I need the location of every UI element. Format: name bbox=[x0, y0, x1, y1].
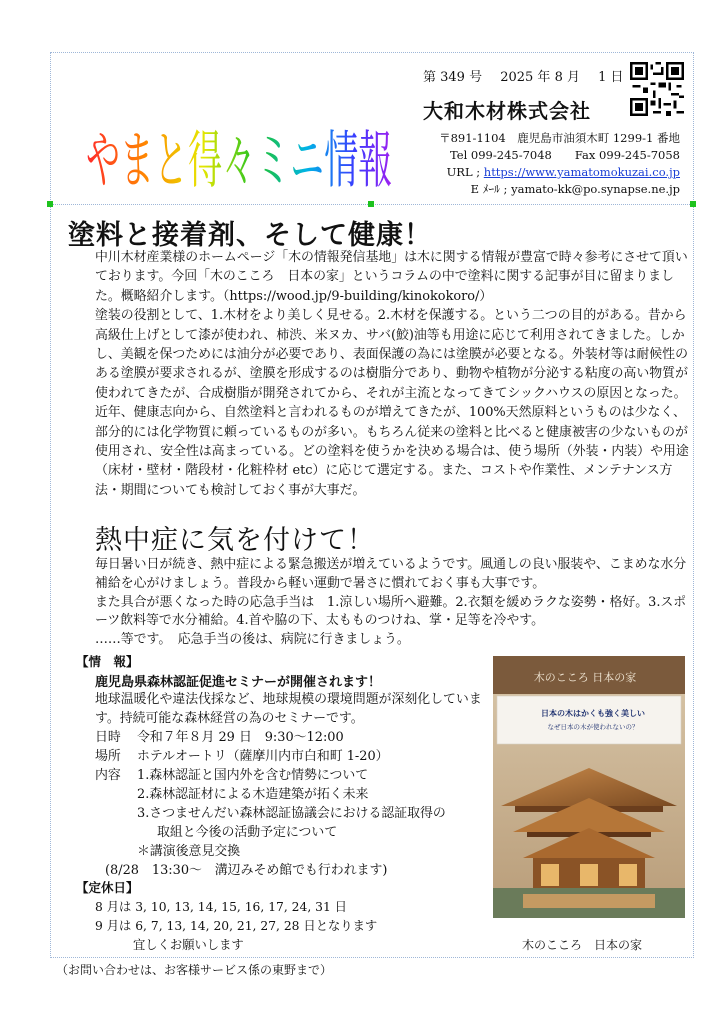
seminar-title: 鹿児島県森林認証促進セミナーが開催されます！ bbox=[95, 675, 382, 690]
holiday-closing: 宜しくお願いします bbox=[133, 938, 244, 952]
seminar-content-row bbox=[95, 766, 490, 785]
article2-title: 熱中症に気を付けて！ bbox=[95, 525, 375, 556]
seminar-place-key: 場所 bbox=[95, 749, 121, 764]
company-name: 大和木材株式会社 bbox=[423, 99, 591, 123]
issue-line bbox=[423, 66, 638, 85]
seminar-content-item: 1.森林認証と国内外を含む情勢について bbox=[137, 768, 369, 783]
seminar-content-item: 2.森林認証材による木造建築が拓く未来 bbox=[137, 787, 369, 802]
url-label: URL ; bbox=[446, 165, 484, 179]
email-label: E ﾒｰﾙ ; bbox=[470, 182, 512, 196]
seminar-date-key: 日時 bbox=[95, 730, 121, 745]
contact-block bbox=[439, 130, 680, 198]
fax: Fax 099-245-7058 bbox=[574, 148, 680, 162]
article1-paragraph: 塗装の役割として、1.木材をより美しく見せる。2.木材を保護する。という二つの目的がある。昔から高級仕上げとして漆が使われ、柿渋、米ヌカ、サバ(鮫)油等も用途に応じて利用されてきました。しかし、美観を保つためには油分が必要であり、表面保護の為には塗膜が必要となる。外装材等は耐候性のある塗膜が要求されるが、塗膜を形成するのは樹脂分であり、動物や植物が分泌する粘度の高い物質が使われてきたが、合成樹脂が開発されてから、それが主流となってきてシックハウスの原因となった。近年、健康志向から、自然塗料と言われるものが増えてきたが、100%天然原料というものは少なく、部分的には化学物質に頼っているものが多い。もちろん従来の塗料と比べると健康被害の少ないものが使用され、安全性は高まっている。どの塗料を使うかを決める場合は、使う場所（外装・内装）や用途（床材・壁材・階段材・化粧枠材 etc）に応じて選定する。また、コストや作業性、メンテナンス方法・期間についても検討しておく事が大事だ。 bbox=[95, 308, 689, 498]
issue-day: 1 日 bbox=[598, 70, 624, 85]
selection-handle[interactable] bbox=[690, 201, 696, 207]
seminar-description: 地球温暖化や違法伐採など、地球規模の環境問題が深刻化しています。持続可能な森林経営の為のセミナーです。 bbox=[95, 692, 482, 726]
phone: Tel 099-245-7048 bbox=[450, 148, 552, 162]
article1-title: 塗料と接着剤、そして健康！ bbox=[68, 220, 432, 251]
email-address: yamato-kk@po.synapse.ne.jp bbox=[511, 182, 680, 196]
seminar-details bbox=[95, 690, 490, 880]
article-photo bbox=[493, 656, 685, 918]
article1-paragraph: 中川木材産業様のホームページ「木の情報発信基地」は木に関する情報が豊富で時々参考にさせて頂いております。今回「木のこころ 日本の家」というコラムの中で塗料に関する記事が目に留まりました。概略紹介します。（https://wood.jp/9-building/kinokokoro/） bbox=[95, 250, 688, 304]
seminar-date-row bbox=[95, 728, 490, 747]
photo-card-headline: 日本の木はかくも強く美しい bbox=[541, 709, 645, 718]
issue-date: 2025 年 8 月 bbox=[500, 70, 580, 85]
masthead-text: やまと得々ミニ情報 bbox=[86, 124, 393, 197]
article2-body bbox=[95, 556, 690, 650]
holiday-september: 9 月は 6, 7, 13, 14, 20, 21, 27, 28 日となります bbox=[95, 919, 378, 933]
issue-number: 第 349 号 bbox=[423, 70, 483, 85]
seminar-date-value: 令和７年８月 29 日 9:30～12:00 bbox=[137, 730, 344, 745]
website-link[interactable]: https://www.yamatomokuzai.co.jp bbox=[483, 165, 680, 179]
seminar-content-item-continued: 取組と今後の活動予定について bbox=[157, 825, 338, 840]
holiday-list bbox=[95, 898, 377, 955]
holiday-august: 8 月は 3, 10, 13, 14, 15, 16, 17, 24, 31 日 bbox=[95, 900, 347, 914]
address: 〒891-1104 鹿児島市油須木町 1299-1 番地 bbox=[439, 131, 680, 145]
info-label: 【情 報】 bbox=[76, 654, 139, 669]
seminar-extra-session: (8/28 13:30～ 溝辺みそめ館でも行われます) bbox=[105, 863, 388, 878]
selection-handle[interactable] bbox=[368, 201, 374, 207]
seminar-content-key: 内容 bbox=[95, 768, 121, 783]
selection-handle[interactable] bbox=[47, 201, 53, 207]
seminar-place-value: ホテルオートリ（薩摩川内市白和町 1-20） bbox=[137, 749, 389, 764]
qr-code-icon[interactable] bbox=[630, 62, 684, 116]
article2-paragraph: また具合が悪くなった時の応急手当は 1.涼しい場所へ避難。2.衣類を緩めラクな姿勢・格好。3.スポーツ飲料等で水分補給。4.首や脇の下、太もものつけね、掌・足等を冷やす。 bbox=[95, 594, 687, 629]
article2-paragraph: 毎日暑い日が続き、熱中症による緊急搬送が増えているようです。風通しの良い服装や、こまめな水分補給を心がけましょう。普段から軽い運動で暑さに慣れておく事も大事です。 bbox=[95, 557, 687, 591]
seminar-content-note: ＊講演後意見交換 bbox=[137, 844, 241, 859]
article2-paragraph: ……等です。 応急手当の後は、病院に行きましょう。 bbox=[95, 632, 410, 648]
seminar-content-item: 3.さつませんだい森林認証協議会における認証取得の bbox=[137, 806, 446, 821]
article1-body bbox=[95, 248, 690, 500]
photo-banner-title: 木のこころ 日本の家 bbox=[533, 671, 637, 684]
footer-note: （お問い合わせは、お客様サービス係の東野まで） bbox=[56, 963, 333, 977]
email-line bbox=[439, 181, 680, 198]
holiday-label: 【定休日】 bbox=[76, 880, 139, 895]
phone-fax bbox=[439, 147, 680, 164]
photo-card-subheadline: なぜ日本の木が使われないの？ bbox=[547, 723, 639, 731]
url-line bbox=[439, 164, 680, 181]
photo-caption: 木のこころ 日本の家 bbox=[522, 938, 643, 952]
seminar-place-row bbox=[95, 747, 490, 766]
masthead-title bbox=[86, 60, 416, 200]
